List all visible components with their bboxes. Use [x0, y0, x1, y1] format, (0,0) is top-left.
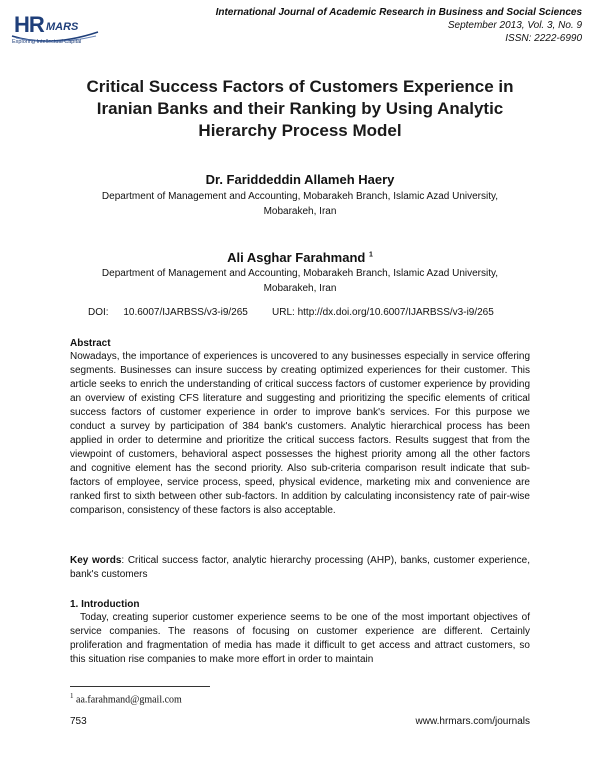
journal-issn: ISSN: 2222-6990	[505, 33, 582, 44]
footnote-email[interactable]: aa.farahmand@gmail.com	[76, 694, 182, 706]
url-label: URL:	[272, 307, 295, 318]
author-name	[0, 172, 600, 187]
doi-line	[88, 307, 248, 318]
keywords-label: Key words	[70, 555, 122, 566]
abstract-heading: Abstract	[70, 338, 111, 349]
page-number: 753	[70, 716, 87, 727]
author-affiliation: Department of Management and Accounting, Mobarakeh Branch, Islamic Azad University, Mobarakeh, Iran	[101, 191, 499, 217]
footnote-number: 1	[70, 692, 74, 700]
abstract-text: Nowadays, the importance of experiences is uncovered to any businesses especially in service offering segments. Businesses can insure success by creating optimized experiences for their customer. This article seeks to enrich the understanding of critical success factors of customer experience by providing an overview of existing CFS literature and suggesting and prioritizing the specific elements of critical success factors of customer experience in order to improve bank's services. For this purpose we conduct a survey by participation of 384 bank's customers. Analytic hierarchical process has been applied in order to determine and prioritize the critical success factors. Results suggest that from the viewpoint of customers, behavioral aspect possesses the highest priority among all the other factors and cognitive element has the second priority. Also sub-criteria comparison result indicate that sub-factors of employee, service process, speed, physical evidence, marketing mix and convenience are ranked first to sixth between other sub-factors. In addition by calculating inconsistency rate of pair-wise comparison, consistency of these factors is also acceptable.	[70, 351, 530, 516]
keywords	[70, 554, 530, 582]
author-name-text: Dr. Fariddeddin Allameh Haery	[205, 172, 395, 187]
paper-title: Critical Success Factors of Customers Experience in Iranian Banks and their Ranking by Using Analytic Hierarchy Process Model	[86, 77, 514, 140]
logo-text-sub: MARS	[46, 21, 79, 33]
author-name-text: Ali Asghar Farahmand	[227, 250, 366, 265]
logo-tagline: Exploring Intellectual Capital	[12, 39, 82, 45]
introduction-heading: 1. Introduction	[70, 599, 140, 610]
journal-header	[216, 6, 582, 45]
introduction-text: Today, creating superior customer experience seems to be one of the most important objectives of service companies. The reasons of focusing on customer experience are different. Certainly proliferation and fragmentation of media has made it difficult to get access and attract customers, so this situation rise companies to make more effort in order to maintain	[70, 612, 530, 665]
url-line	[272, 307, 494, 318]
doi-label: DOI:	[88, 307, 109, 318]
footer-site-link[interactable]: www.hrmars.com/journals	[415, 716, 530, 727]
keywords-text: : Critical success factor, analytic hierarchy processing (AHP), banks, customer experience, bank's customers	[70, 555, 531, 580]
url-value[interactable]: http://dx.doi.org/10.6007/IJARBSS/v3-i9/265	[297, 307, 494, 318]
logo-text-main: HR	[14, 12, 44, 37]
footnote	[70, 692, 182, 705]
doi-value: 10.6007/IJARBSS/v3-i9/265	[123, 307, 248, 318]
journal-issue: September 2013, Vol. 3, No. 9	[447, 20, 582, 31]
journal-name: International Journal of Academic Research in Business and Social Sciences	[215, 7, 582, 18]
footnote-divider	[70, 686, 210, 687]
author-affiliation: Department of Management and Accounting, Mobarakeh Branch, Islamic Azad University, Mobarakeh, Iran	[101, 268, 499, 294]
journal-logo	[10, 8, 102, 52]
author-name	[0, 250, 600, 265]
footnote-marker: 1	[368, 251, 373, 259]
